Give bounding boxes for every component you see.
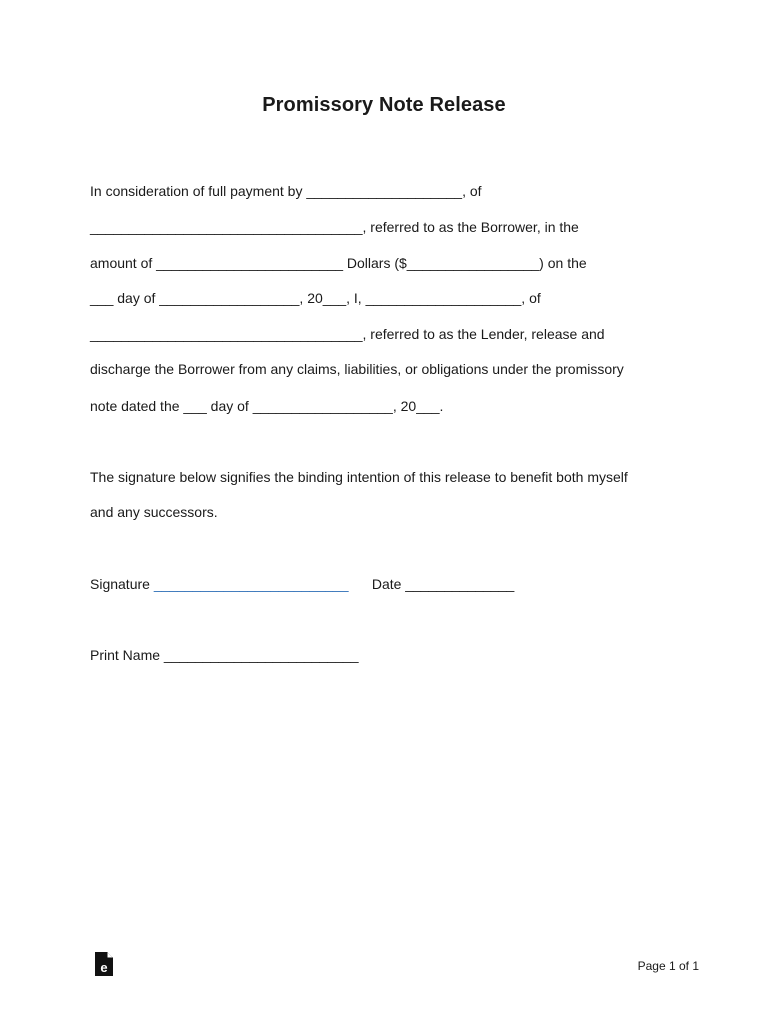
print-name-label: Print Name (90, 647, 161, 663)
paragraph1-line-3: amount of ________________________ Dollars ($_________________) on the (90, 255, 587, 271)
paragraph2-line-1: The signature below signifies the binding intention of this release to benefit both myself (90, 469, 628, 485)
date-label: Date (371, 576, 402, 592)
signature-row (90, 575, 514, 593)
paragraph1-line-4: ___ day of __________________, 20___, I, ____________________, of (90, 290, 541, 306)
paragraph1-line-6: discharge the Borrower from any claims, liabilities, or obligations under the promissory (90, 361, 624, 377)
page-title: Promissory Note Release (262, 94, 506, 116)
paragraph2-line-2: and any successors. (90, 504, 218, 520)
signature-field[interactable]: _________________________ (153, 576, 349, 592)
page-number: Page 1 of 1 (637, 959, 699, 973)
date-field[interactable]: ______________ (405, 576, 515, 592)
paragraph1-line-5: ___________________________________, referred to as the Lender, release and (90, 326, 605, 342)
svg-text:e: e (100, 960, 108, 975)
print-name-field[interactable]: _________________________ (163, 647, 359, 663)
document-e-logo-icon (94, 951, 114, 977)
paragraph1-line-1: In consideration of full payment by ____________________, of (90, 183, 482, 199)
paragraph1-line-7: note dated the ___ day of __________________, 20___. (90, 398, 444, 414)
signature-label: Signature (90, 576, 150, 592)
paragraph1-line-2: ___________________________________, referred to as the Borrower, in the (90, 219, 579, 235)
print-name-row (90, 646, 359, 664)
